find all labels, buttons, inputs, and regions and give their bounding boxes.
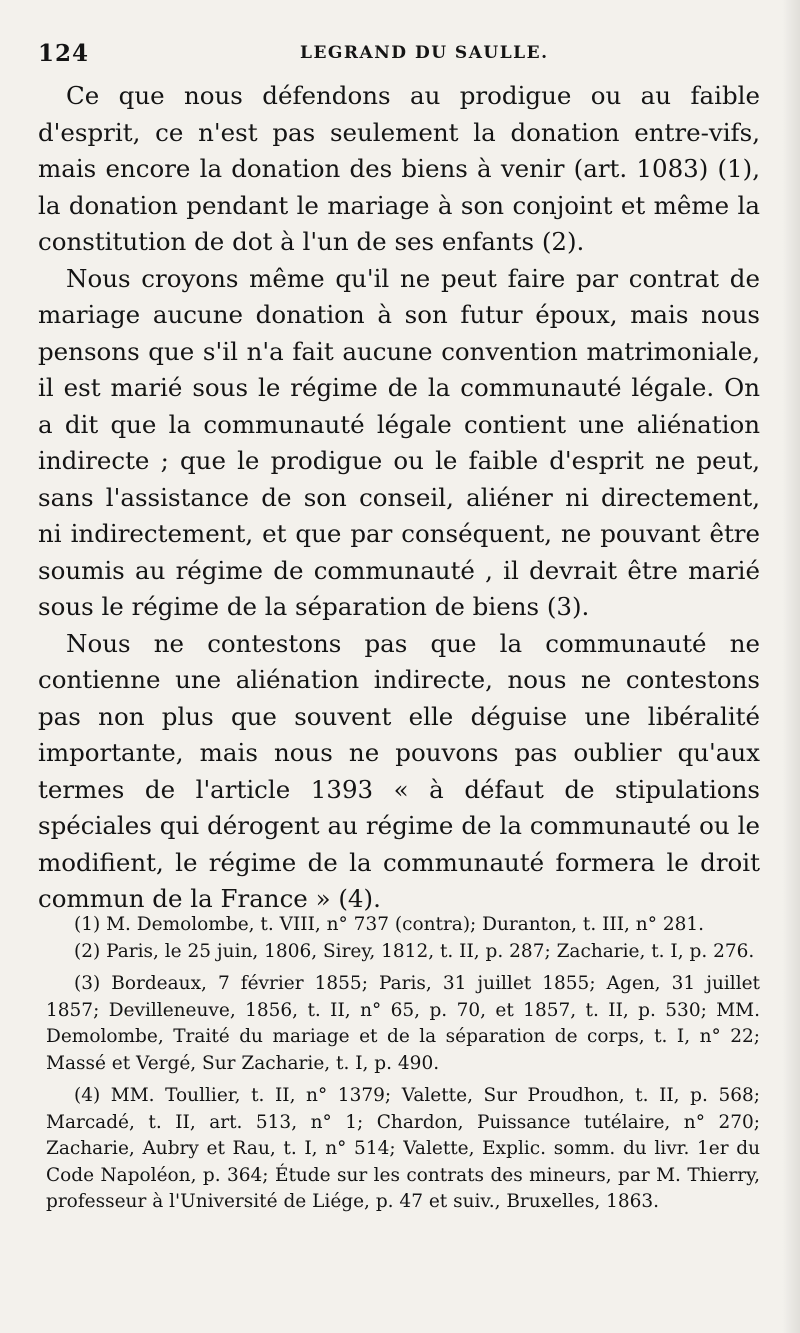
footnote: (4) MM. Toullier, t. II, n° 1379; Valette, Sur Proudhon, t. II, p. 568; Marcadé, t. II, art. 513, n° 1; Chardon, Puissance tutélaire, n° 270; Zacharie, Aubry et Rau, t. I, n° 514; Valette, Explic. somm. du livr. 1er du Code Napoléon, p. 364; Étude sur les contrats des mineurs, par M. Thierry, professeur à l'Université de Liége, p. 47 et suiv., Bruxelles, 1863.: [46, 1085, 760, 1212]
body-text: [38, 78, 760, 918]
page-header: [38, 40, 758, 74]
footnote: (2) Paris, le 25 juin, 1806, Sirey, 1812, t. II, p. 287; Zacharie, t. I, p. 276.: [74, 940, 755, 962]
page-number: 124: [38, 40, 90, 67]
scan-edge-shadow: [782, 0, 800, 1333]
paragraph: Nous croyons même qu'il ne peut faire par contrat de mariage aucune donation à son futur époux, mais nous pensons que s'il n'a fait aucune convention matrimoniale, il est marié sous le régime de la communauté légale. On a dit que la communauté légale contient une aliénation indirecte ; que le prodigue ou le faible d'esprit ne peut, sans l'assistance de son conseil, aliéner ni directement, ni indirectement, et que par conséquent, ne pouvant être soumis au régime de communauté , il devrait être marié sous le régime de la séparation de biens (3).: [38, 263, 760, 621]
paragraph: Ce que nous défendons au prodigue ou au faible d'esprit, ce n'est pas seulement la donation entre-vifs, mais encore la donation des biens à venir (art. 1083) (1), la donation pendant le mariage à son conjoint et même la constitution de dot à l'un de ses enfants (2).: [38, 81, 760, 256]
paragraph: Nous ne contestons pas que la communauté ne contienne une aliénation indirecte, nous ne contestons pas non plus que souvent elle déguise une libéralité importante, mais nous ne pouvons pas oublier qu'aux termes de l'article 1393 « à défaut de stipulations spéciales qui dérogent au régime de la communauté ou le modifient, le régime de la communauté formera le droit commun de la France » (4).: [38, 628, 760, 913]
footnote: (3) Bordeaux, 7 février 1855; Paris, 31 juillet 1855; Agen, 31 juillet 1857; Devilleneuve, 1856, t. II, n° 65, p. 70, et 1857, t. II, p. 530; MM. Demolombe, Traité du mariage et de la séparation de corps, t. I, n° 22; Massé et Vergé, Sur Zacharie, t. I, p. 490.: [46, 973, 760, 1074]
footnotes: [46, 912, 760, 1216]
running-head: LEGRAND DU SAULLE.: [300, 43, 549, 63]
footnote: (1) M. Demolombe, t. VIII, n° 737 (contra); Duranton, t. III, n° 281.: [74, 914, 705, 935]
